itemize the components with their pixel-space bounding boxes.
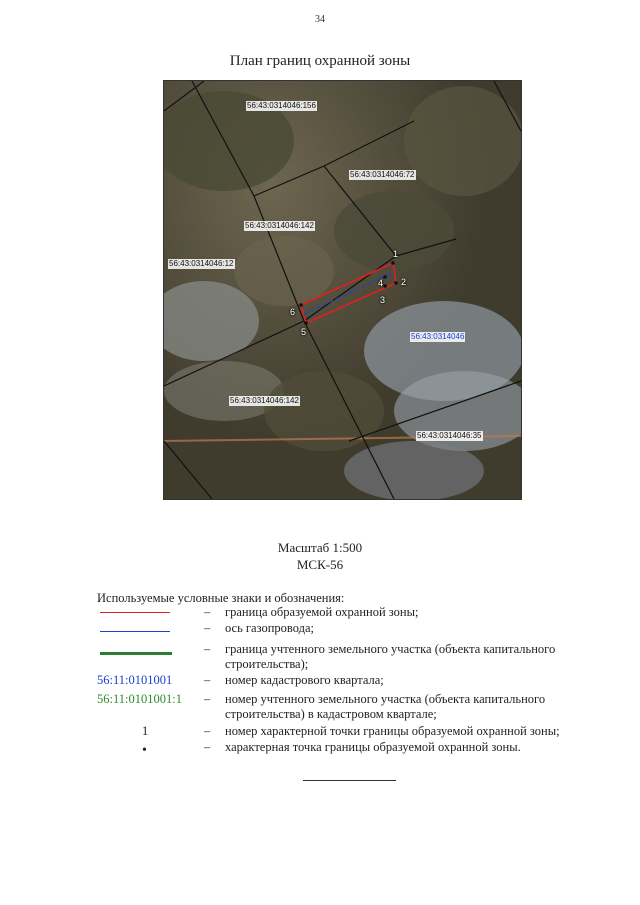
legend-desc: ось газопровода; [225, 621, 315, 635]
parcel-label: 56:43:0314046:142 [230, 396, 299, 405]
blue-line-symbol [100, 631, 170, 632]
scale-block [0, 539, 640, 573]
quarter-label: 56:43:0314046 [411, 332, 465, 341]
green-line-symbol [100, 652, 172, 655]
legend-dash: – [204, 673, 211, 687]
legend-dash: – [204, 605, 211, 619]
legend-dash: – [204, 724, 211, 738]
legend-row-gas-axis [97, 621, 597, 636]
red-line-symbol [100, 612, 170, 613]
legend-row-parcel-number [97, 692, 597, 722]
legend-dash: – [204, 621, 211, 635]
point-number-sample: 1 [142, 724, 149, 738]
legend-row-point [97, 740, 597, 758]
coordinate-system: МСК-56 [296, 557, 344, 572]
legend-desc: номер характерной точки границы образуемой охранной зоны; [225, 724, 560, 738]
scale-text: Масштаб 1:500 [277, 540, 363, 555]
quarter-number-sample: 56:11:0101001 [97, 673, 173, 687]
point-label: 5 [301, 327, 307, 337]
legend-dash: – [204, 740, 211, 754]
legend-desc: номер учтенного земельного участка (объекта капитального строительства) в кадастровом квартале; [225, 692, 546, 721]
legend-row-parcel-border [97, 642, 597, 672]
legend-title: Используемые условные знаки и обозначения: [97, 591, 345, 605]
legend-desc: граница образуемой охранной зоны; [225, 605, 419, 619]
boundary-map [163, 80, 522, 500]
page-number: 34 [315, 14, 325, 25]
parcel-label: 56:43:0314046:156 [247, 101, 316, 110]
legend-dash: – [204, 642, 211, 656]
point-label: 1 [393, 249, 399, 259]
parcel-number-sample: 56:11:0101001:1 [97, 692, 182, 706]
point-label: 3 [380, 295, 386, 305]
point-label: 6 [290, 307, 296, 317]
parcel-label: 56:43:0314046:35 [417, 431, 482, 440]
legend-desc: характерная точка границы образуемой охранной зоны. [225, 740, 521, 754]
legend-dash: – [204, 692, 211, 706]
parcel-label: 56:43:0314046:72 [350, 170, 415, 179]
page-title: План границ охранной зоны [229, 53, 411, 69]
legend-desc: граница учтенного земельного участка (объекта капитального строительства); [225, 642, 556, 671]
point-label: 4 [378, 278, 384, 288]
footer-divider [303, 780, 396, 781]
legend-row-zone [97, 605, 597, 620]
parcel-label: 56:43:0314046:142 [245, 221, 314, 230]
point-label: 2 [401, 277, 407, 287]
legend-desc: номер кадастрового квартала; [225, 673, 384, 687]
parcel-label: 56:43:0314046:12 [169, 259, 234, 268]
point-dot-icon: • [142, 743, 147, 758]
legend-row-quarter [97, 673, 597, 688]
legend-row-point-number [97, 724, 597, 739]
